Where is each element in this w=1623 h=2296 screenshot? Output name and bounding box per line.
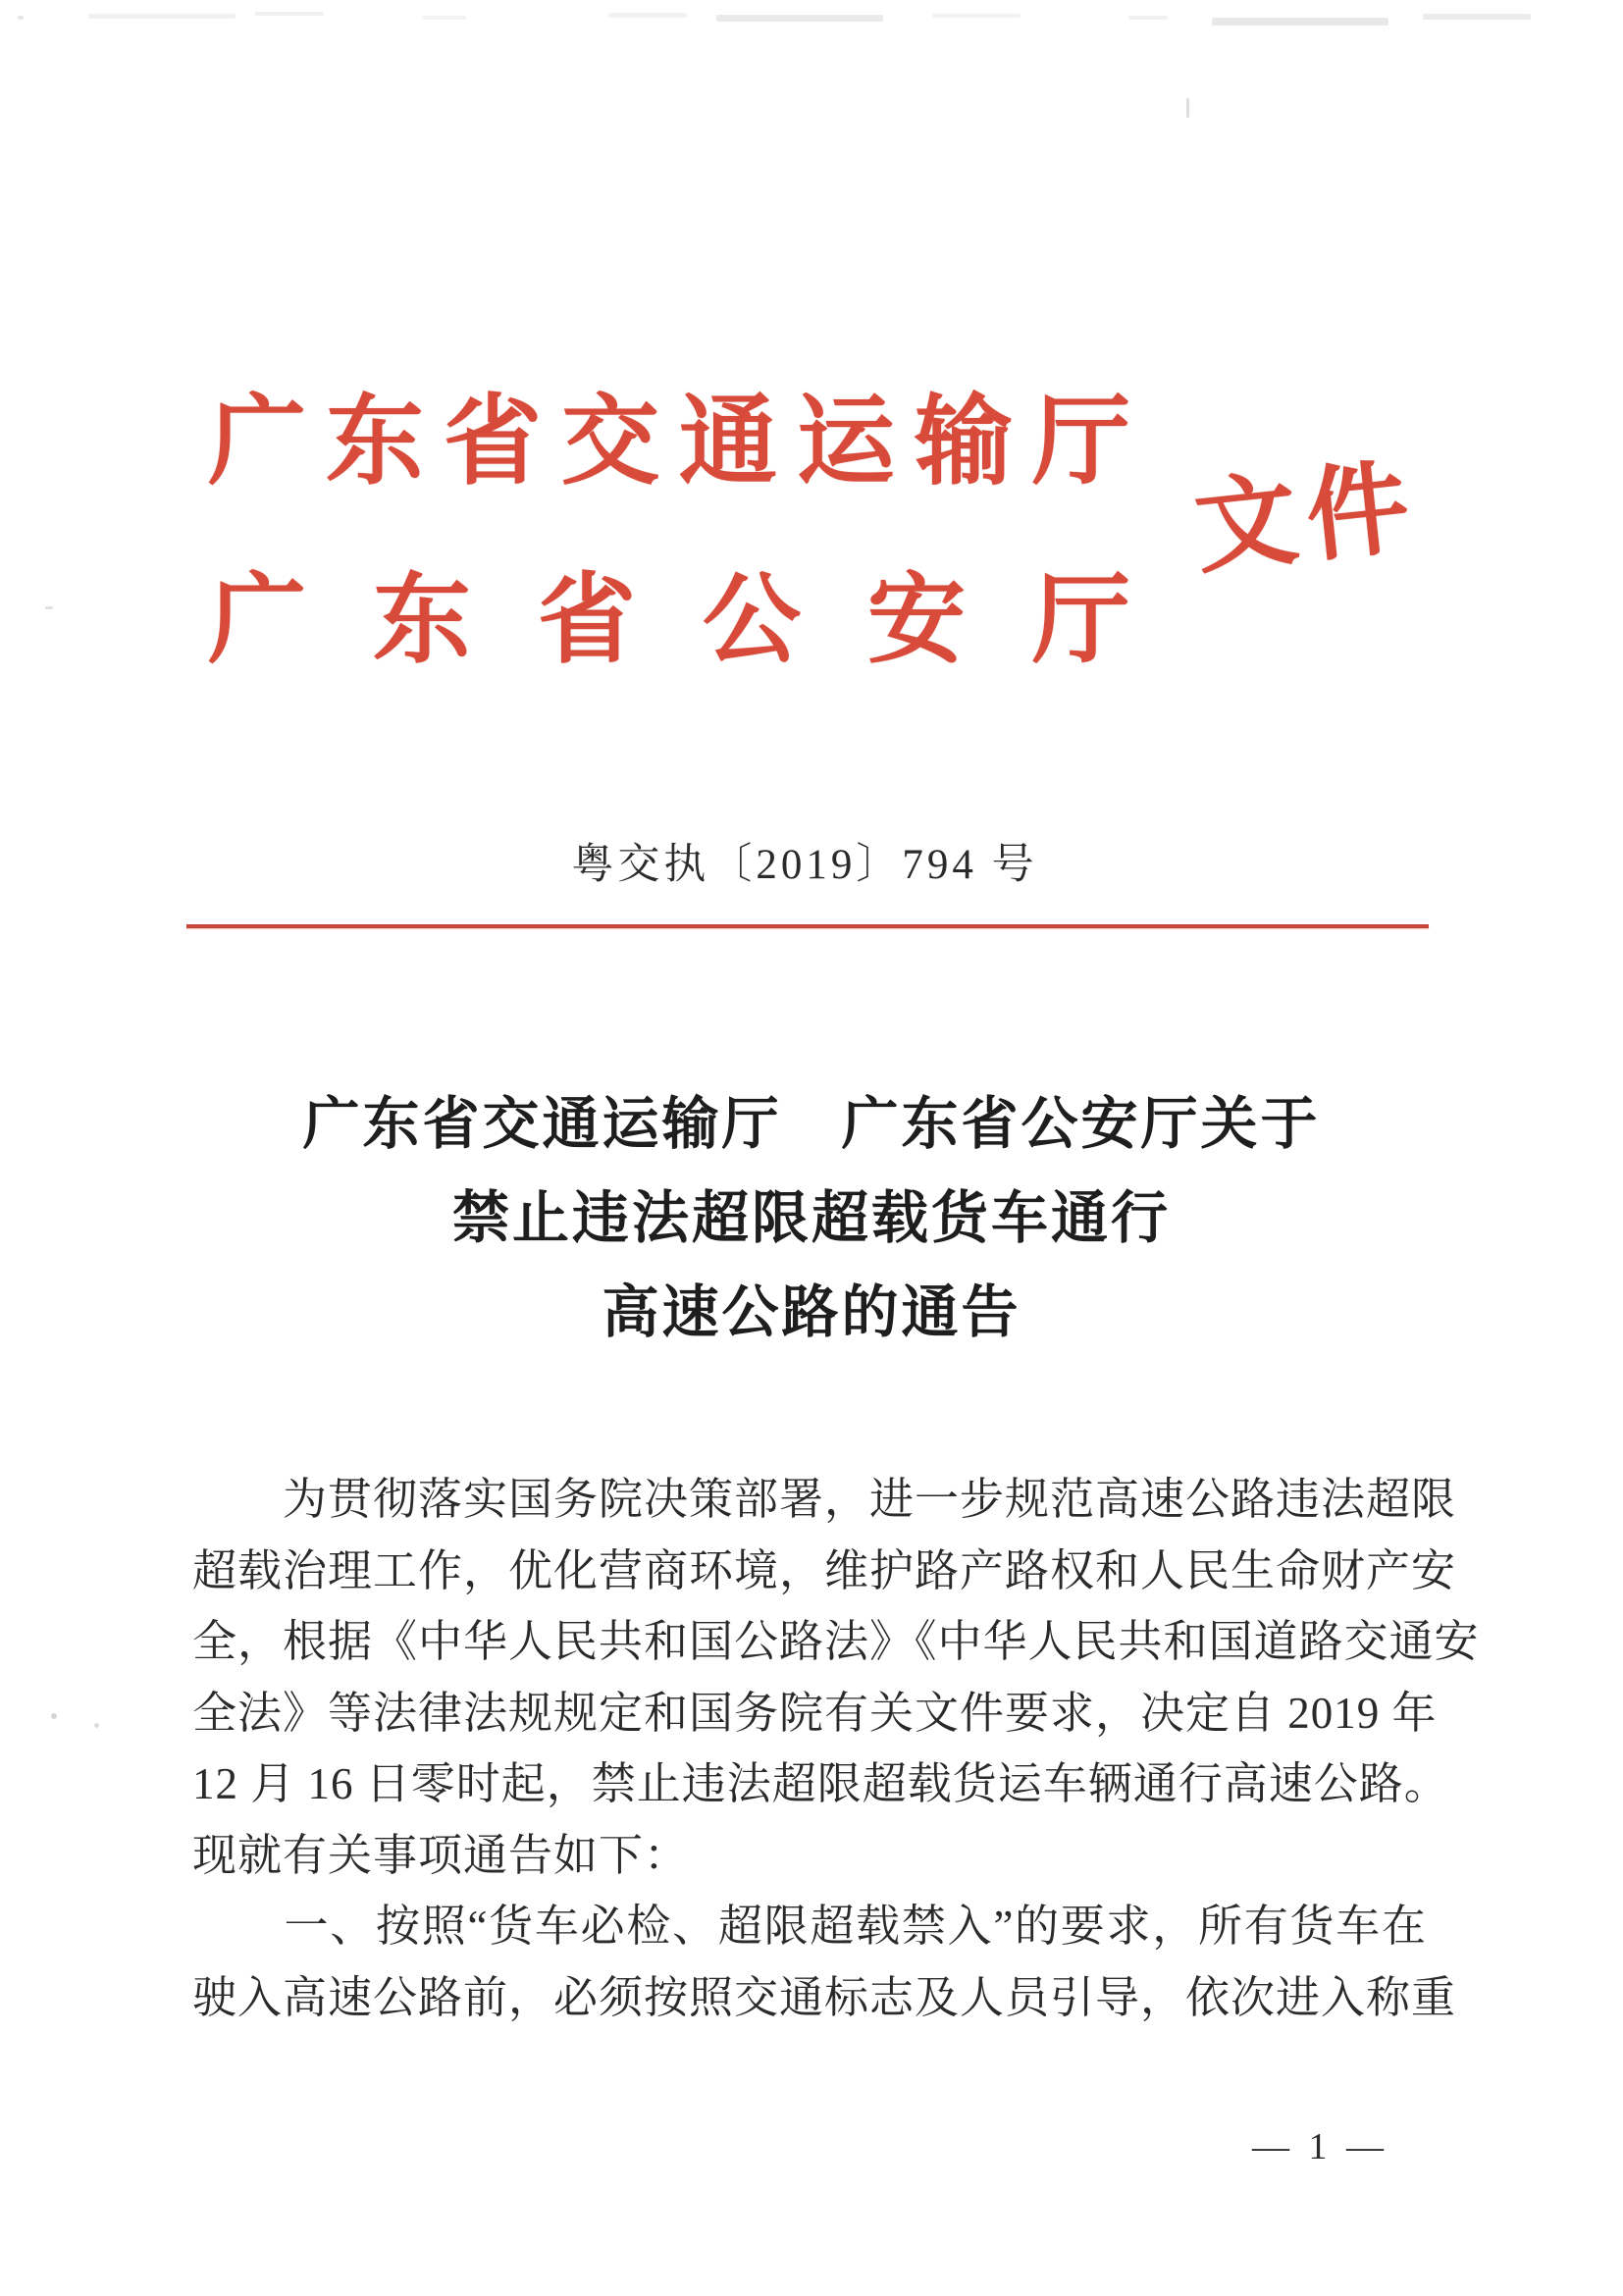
body-text — [192, 1464, 1480, 2033]
document-reference-number: 粤交执〔2019〕794 号 — [571, 842, 1038, 888]
title-line-3: 高速公路的通告 — [602, 1280, 1021, 1344]
body-line-8: 驶入高速公路前，必须按照交通标志及人员引导，依次进入称重 — [192, 1972, 1457, 2022]
letterhead-wenjian-label: 文件 — [1189, 450, 1425, 587]
red-divider-line — [186, 924, 1429, 928]
body-line-5: 12 月 16 日零时起，禁止违法超限超载货运车辆通行高速公路。 — [192, 1759, 1449, 1808]
page-number: — 1 — — [1252, 2126, 1388, 2167]
body-line-1: 为贯彻落实国务院决策部署，进一步规范高速公路违法超限 — [192, 1475, 1457, 1524]
body-line-3: 全，根据《中华人民共和国公路法》《中华人民共和国道路交通安 — [192, 1617, 1480, 1666]
title-line-2: 禁止违法超限超载货车通行 — [451, 1186, 1171, 1250]
body-line-7: 一、按照“货车必检、超限超载禁入”的要求，所有货车在 — [192, 1902, 1427, 1951]
body-line-2: 超载治理工作，优化营商环境，维护路产路权和人民生命财产安 — [192, 1545, 1457, 1595]
scan-speck — [716, 15, 883, 22]
scan-speck — [51, 1713, 57, 1719]
scan-speck — [88, 14, 236, 19]
scan-speck — [45, 606, 53, 609]
scan-speck — [1423, 14, 1531, 20]
body-line-6: 现就有关事项通告如下： — [192, 1830, 690, 1880]
scan-speck — [1186, 98, 1189, 118]
scan-speck — [255, 12, 324, 16]
scan-speck — [18, 16, 24, 20]
letterhead-org-line-2: 广东省公安厅 — [208, 566, 1197, 675]
scan-speck — [932, 14, 1021, 18]
scan-speck — [1128, 16, 1168, 20]
scan-speck — [608, 13, 687, 18]
scan-speck — [94, 1723, 99, 1728]
document-title — [0, 1077, 1623, 1360]
body-line-4: 全法》等法律法规规定和国务院有关文件要求，决定自 2019 年 — [192, 1688, 1438, 1738]
letterhead-org-line-1: 广东省交通运输厅 — [208, 388, 1150, 496]
scan-speck — [422, 16, 466, 20]
title-line-1: 广东省交通运输厅 广东省公安厅关于 — [302, 1092, 1321, 1156]
scan-speck — [1212, 18, 1388, 26]
